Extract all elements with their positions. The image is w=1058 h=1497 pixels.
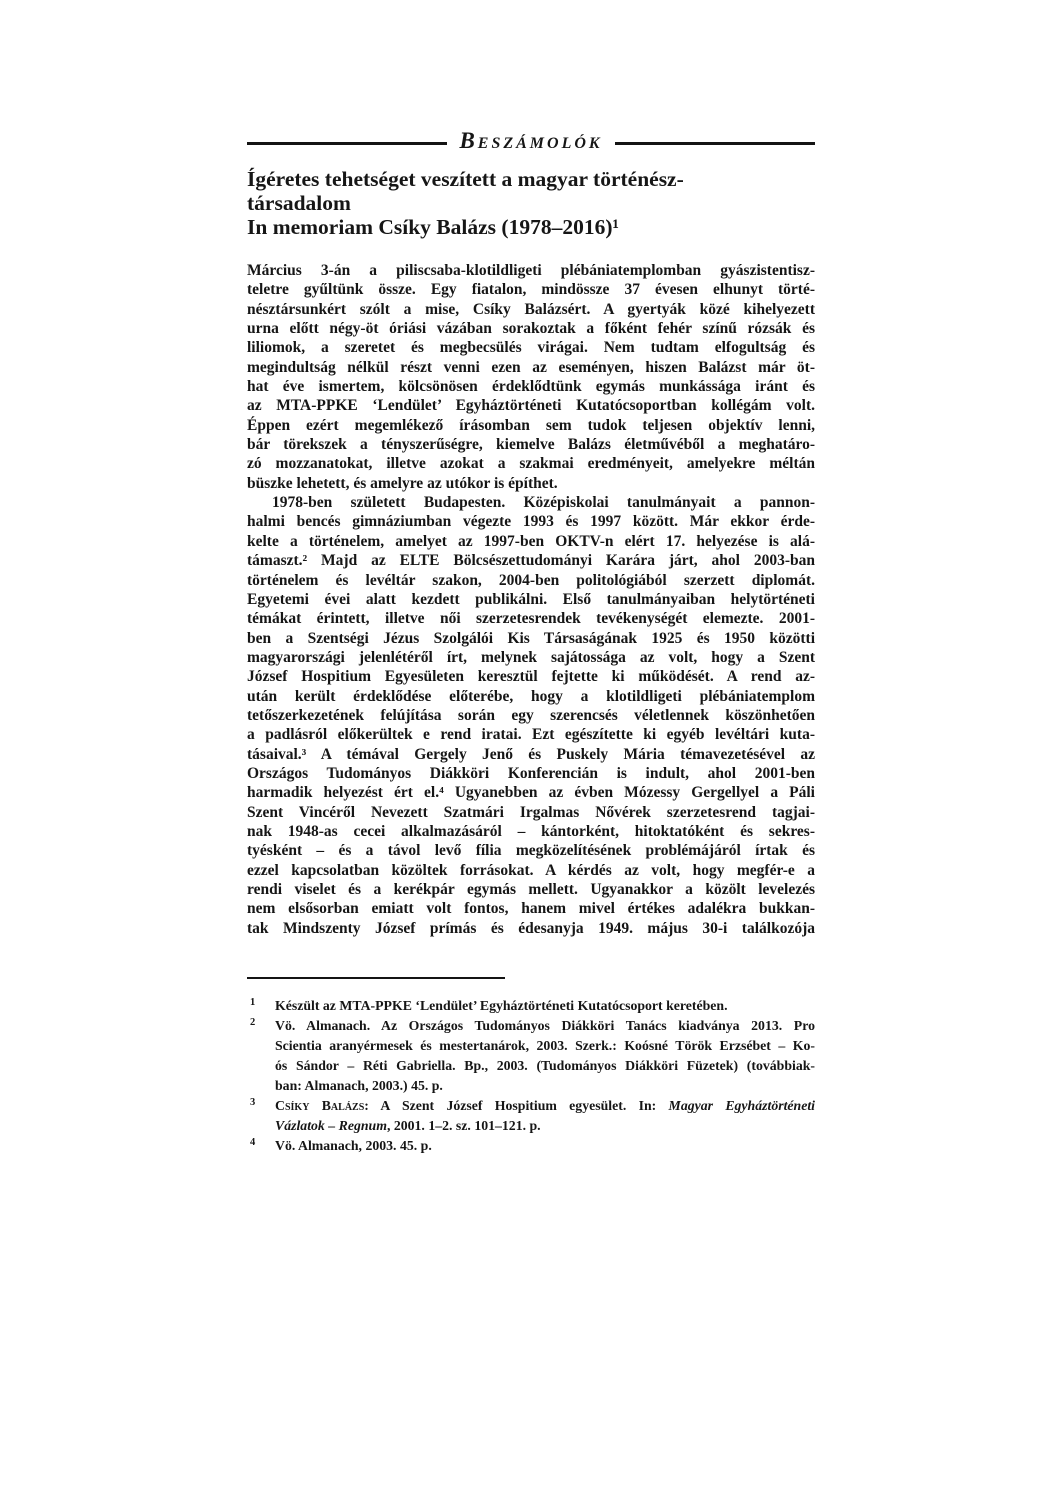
footnote-text xyxy=(275,1096,815,1136)
text-segment: Március 3-án a piliscsaba-klotildligeti plébániatemplomban gyászistentisz- xyxy=(247,262,815,279)
text-segment: témákat érintett, illetve női szerzetesrendek tevékenységét elemezte. 2001- xyxy=(247,610,815,628)
footnote-number: 3 xyxy=(250,1097,256,1108)
footnote-item xyxy=(247,996,815,1016)
body-line xyxy=(247,338,815,357)
text-segment: zó mozzanatokat, illetve azokat a szakmai eredményeit, amelyekre méltán xyxy=(247,455,815,473)
text-segment: Készült az MTA-PPKE ‘Lendület’ Egyháztörténeti Kutatócsoport keretében. xyxy=(275,998,728,1013)
text-segment: történelem és levéltár szakon, 2004-ben politológiából szerzett diplomát. xyxy=(247,571,815,589)
text-segment: tak Mindszenty József prímás és édesanyja 1949. május 30-i találkozója xyxy=(247,919,815,937)
footnotes xyxy=(247,996,815,1156)
footnote-text xyxy=(275,1016,815,1096)
text-segment: a padlásról előkerültek e rend iratai. Ezt egészítette ki egyéb levéltári kuta- xyxy=(247,726,815,744)
body-line xyxy=(247,319,815,338)
body-line xyxy=(247,551,815,570)
text-segment: támaszt.² Majd az ELTE Bölcsészettudományi Karára járt, ahol 2003-ban xyxy=(247,552,815,570)
footnote-item xyxy=(247,1016,815,1096)
text-segment: ós Sándor – Réti Gabriella. Bp., 2003. (Tudományos Diákköri Füzetek) (továbbiak- xyxy=(275,1058,815,1073)
text-segment: után került érdeklődése előterébe, hogy a klotildligeti plébániatemplom xyxy=(247,687,815,705)
footnote-item xyxy=(247,1136,815,1156)
footnote-line xyxy=(275,1116,815,1136)
body-line xyxy=(247,706,815,725)
text-segment: Vö. Almanach, 2003. 45. p. xyxy=(275,1138,432,1153)
footnote-line xyxy=(275,1056,815,1076)
body-line xyxy=(247,861,815,880)
article-body xyxy=(247,261,815,938)
body-line xyxy=(247,280,815,299)
italic-text: Vázlatok – Regnum xyxy=(275,1118,387,1133)
title-line: In memoriam Csíky Balázs (1978–2016)¹ xyxy=(247,215,619,239)
footnote-item xyxy=(247,1096,815,1136)
body-line xyxy=(247,532,815,551)
body-line xyxy=(247,899,815,918)
footnote-number: 2 xyxy=(250,1017,256,1028)
body-line xyxy=(247,880,815,899)
text-segment: ban: Almanach, 2003.) 45. p. xyxy=(275,1078,443,1093)
body-line xyxy=(247,358,815,377)
body-line xyxy=(247,687,815,706)
body-line xyxy=(247,493,815,512)
section-header xyxy=(247,127,815,159)
body-line xyxy=(247,300,815,319)
text-segment: rendi viselet és a kerékpár egymás mellett. Ugyanakkor a közölt levelezés xyxy=(247,881,815,898)
footnote-text xyxy=(275,996,815,1016)
body-line xyxy=(247,454,815,473)
text-segment: az MTA-PPKE ‘Lendület’ Egyháztörténeti Kutatócsoportban kollégám volt. xyxy=(247,397,815,415)
text-segment: Egyetemi évei alatt kezdett publikálni. Első tanulmányaiban helytörténeti xyxy=(247,590,815,608)
body-line xyxy=(247,377,815,396)
body-line xyxy=(247,745,815,764)
text-segment: József Hospitium Egyesületen keresztül fejtette ki működését. A rend az- xyxy=(247,668,815,686)
body-line xyxy=(247,261,815,280)
text-segment: büszke lehetett, és amelyre az utókor is építhet. xyxy=(247,474,558,492)
text-segment: nak 1948-as cecei alkalmazásáról – kántorként, hitoktatóként és sekres- xyxy=(247,822,815,840)
text-segment: Vö. Almanach. Az Országos Tudományos Diákköri Tanács kiadványa 2013. Pro xyxy=(275,1018,815,1033)
footnote-line xyxy=(275,1016,815,1036)
footnote-line xyxy=(275,1076,815,1096)
text-segment: halmi bencés gimnáziumban végezte 1993 és 1997 között. Már ekkor érde- xyxy=(247,513,815,531)
title-line: Ígéretes tehetséget veszített a magyar történész- xyxy=(247,167,684,191)
text-segment: nem elsősorban emiatt volt fontos, hanem mivel értékes adalékra bukkan- xyxy=(247,900,815,918)
text-segment: nésztársunkért szólt a mise, Csíky Balázsért. A gyertyák közé kihelyezett xyxy=(247,300,815,318)
body-line xyxy=(247,783,815,802)
text-segment: hat éve ismertem, kölcsönösen érdeklődtünk egymás munkássága iránt és xyxy=(247,378,815,396)
text-segment: , 2001. 1–2. sz. 101–121. p. xyxy=(386,1118,541,1133)
body-line xyxy=(247,512,815,531)
text-segment: 1978-ben született Budapesten. Középiskolai tanulmányait a pannon- xyxy=(272,494,815,512)
paragraph xyxy=(247,261,815,493)
text-segment: harmadik helyezést ért el.⁴ Ugyanebben az évben Mózessy Gergellyel a Páli xyxy=(247,784,815,802)
body-line xyxy=(247,435,815,454)
body-line xyxy=(247,803,815,822)
body-line xyxy=(247,764,815,783)
header-rule-left xyxy=(247,142,447,145)
text-segment: tetőszerkezetének felújítása során egy szerencsés véletlennek köszönhetően xyxy=(247,706,815,724)
body-line xyxy=(247,590,815,609)
paragraph xyxy=(247,493,815,938)
footnote-separator xyxy=(247,977,505,979)
footnote-number: 4 xyxy=(250,1137,256,1148)
text-segment: Országos Tudományos Diákköri Konferencián is indult, ahol 2001-ben xyxy=(247,764,815,782)
text-segment: Scientia aranyérmesek és mestertanárok, 2003. Szerk.: Koósné Török Erzsébet – Ko- xyxy=(275,1038,815,1053)
article-title xyxy=(247,167,815,239)
body-line xyxy=(247,609,815,628)
footnote-number: 1 xyxy=(250,997,256,1008)
body-line xyxy=(247,667,815,686)
body-line xyxy=(247,571,815,590)
text-segment: teletre gyűltünk össze. Egy fiatalon, mindössze 37 évesen elhunyt törté- xyxy=(247,281,815,299)
footnote-text xyxy=(275,1136,815,1156)
body-line xyxy=(247,396,815,415)
text-segment: tyésként – és a távol levő fília megközelítésének problémájáról írtak és xyxy=(247,842,815,860)
body-line xyxy=(247,474,815,493)
text-segment: urna előtt négy-öt óriási vázában sorakoztak a főként fehér színű rózsák és xyxy=(247,320,815,338)
body-line xyxy=(247,725,815,744)
body-line xyxy=(247,919,815,938)
text-segment: kelte a történelem, amelyet az 1997-ben OKTV-n elért 17. helyezése is alá- xyxy=(247,532,815,550)
italic-text: Magyar Egyháztörténeti xyxy=(668,1098,816,1113)
footnote-line xyxy=(275,1096,815,1116)
body-line xyxy=(247,629,815,648)
text-segment: ben a Szentségi Jézus Szolgálói Kis Társaságának 1925 és 1950 közötti xyxy=(247,629,815,647)
text-segment: megindultság nélkül részt venni ezen az eseményen, hiszen Balázst már öt- xyxy=(247,358,815,376)
header-rule-right xyxy=(615,142,815,145)
text-segment: ezzel kapcsolatban közöltek forrásokat. A kérdés az volt, hogy megfér-e a xyxy=(247,861,815,879)
text-segment: liliomok, a szeretet és megbecsülés virágai. Nem tudtam elfogultság és xyxy=(247,339,815,357)
body-line xyxy=(247,648,815,667)
smallcaps-text: Csíky Balázs xyxy=(275,1098,365,1113)
footnote-line xyxy=(275,996,815,1016)
footnote-line xyxy=(275,1036,815,1056)
body-line xyxy=(247,841,815,860)
section-title: Beszámolók xyxy=(459,128,603,153)
text-segment: magyarországi jelenlétéről írt, melynek sajátossága az volt, hogy a Szent xyxy=(247,648,815,666)
text-segment: tásaival.³ A témával Gergely Jenő és Puskely Mária témavezetésével az xyxy=(247,745,815,763)
footnote-line xyxy=(275,1136,815,1156)
text-segment: : A Szent József Hospitium egyesület. In: xyxy=(364,1098,669,1113)
body-line xyxy=(247,416,815,435)
body-line xyxy=(247,822,815,841)
text-segment: Éppen ezért megemlékező írásomban sem tudok teljesen objektív lenni, xyxy=(247,416,815,434)
text-segment: Szent Vincéről Nevezett Szatmári Irgalmas Nővérek szerzetesrend tagjai- xyxy=(247,803,815,821)
title-line: társadalom xyxy=(247,191,351,215)
text-segment: bár törekszek a tényszerűségre, kiemelve Balázs életművéből a meghatáro- xyxy=(247,436,815,454)
